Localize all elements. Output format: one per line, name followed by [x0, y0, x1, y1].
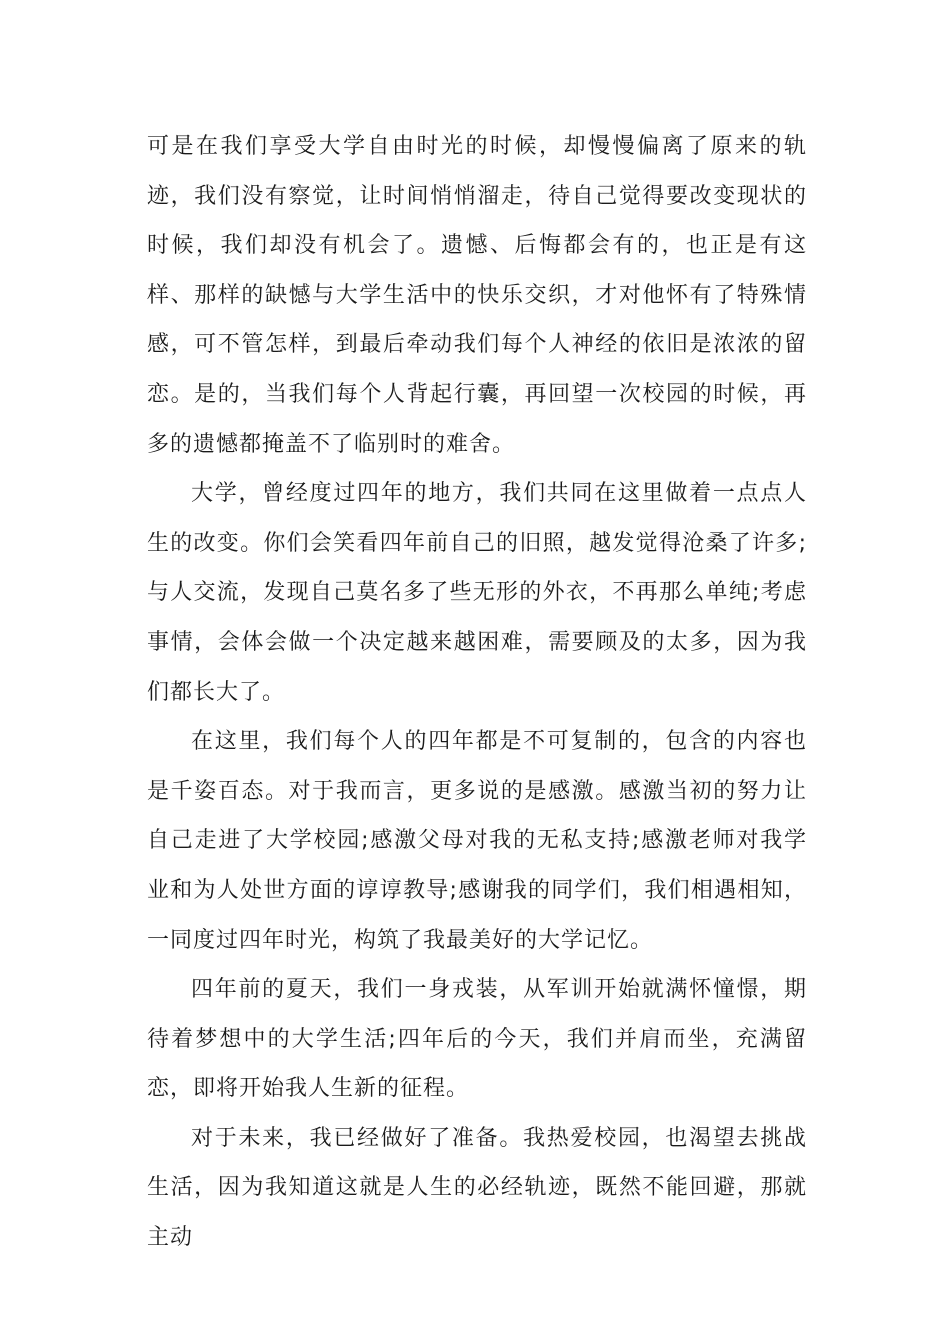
paragraph-2: 大学，曾经度过四年的地方，我们共同在这里做着一点点人生的改变。你们会笑看四年前自己的旧照，越发觉得沧桑了许多;与人交流，发现自己莫名多了些无形的外衣，不再那么单纯;考虑事情，会体会做一个决定越来越困难，需要顾及的太多，因为我们都长大了。	[147, 481, 807, 705]
paragraph-5: 对于未来，我已经做好了准备。我热爱校园，也渴望去挑战生活，因为我知道这就是人生的必经轨迹，既然不能回避，那就主动	[147, 1125, 807, 1251]
paragraph-1: 可是在我们享受大学自由时光的时候，却慢慢偏离了原来的轨迹，我们没有察觉，让时间悄悄溜走，待自己觉得要改变现状的时候，我们却没有机会了。遗憾、后悔都会有的，也正是有这样、那样的缺憾与大学生活中的快乐交织，才对他怀有了特殊情感，可不管怎样，到最后牵动我们每个人神经的依旧是浓浓的留恋。是的，当我们每个人背起行囊，再回望一次校园的时候，再多的遗憾都掩盖不了临别时的难舍。	[147, 134, 807, 457]
paragraph-4: 四年前的夏天，我们一身戎装，从军训开始就满怀憧憬，期待着梦想中的大学生活;四年后的今天，我们并肩而坐，充满留恋，即将开始我人生新的征程。	[147, 977, 807, 1102]
paragraph-3: 在这里，我们每个人的四年都是不可复制的，包含的内容也是千姿百态。对于我而言，更多说的是感激。感激当初的努力让自己走进了大学校园;感激父母对我的无私支持;感激老师对我学业和为人处世方面的谆谆教导;感谢我的同学们，我们相遇相知，一同度过四年时光，构筑了我最美好的大学记忆。	[147, 729, 807, 953]
document-body	[147, 122, 807, 1263]
